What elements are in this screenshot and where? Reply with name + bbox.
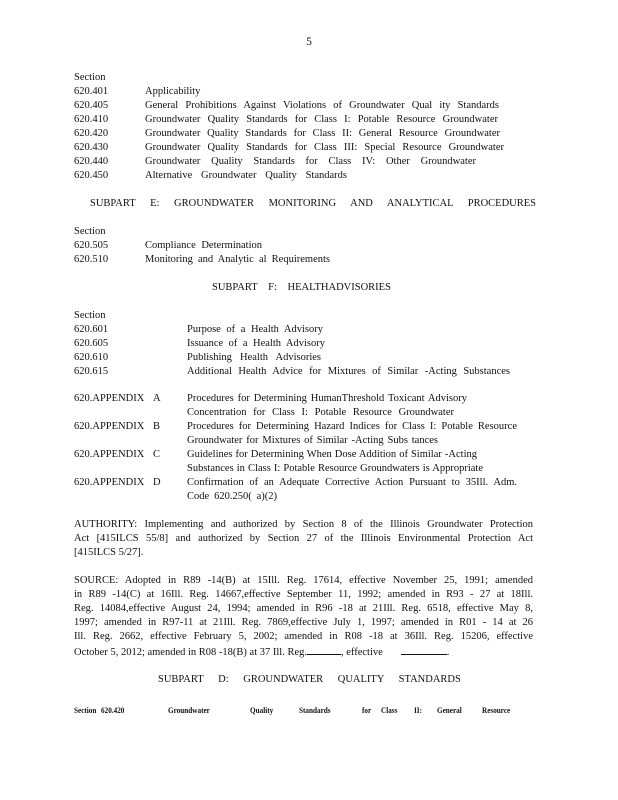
section-label: Section bbox=[74, 310, 106, 321]
source-line: in R89 -14(C) at 16Ill. Reg. 14667,effective September 11, 1992; amended in R93 - 27 at 18Ill. bbox=[74, 589, 533, 600]
caption-word: Quality bbox=[249, 706, 274, 715]
section-number: 620.405 bbox=[74, 100, 109, 111]
section-title: Alternative Groundwater Quality Standards bbox=[145, 170, 347, 181]
blank-reg-line bbox=[307, 644, 341, 655]
appendix-number: 620.APPENDIX bbox=[74, 477, 145, 488]
appendix-number: 620.APPENDIX bbox=[74, 449, 145, 460]
section-number: 620.615 bbox=[74, 366, 109, 377]
appendix-title-line: Procedures for Determining HumanThreshold Toxicant Advisory bbox=[187, 393, 467, 404]
section-number: 620.450 bbox=[74, 170, 109, 181]
appendix-title-line: Confirmation of an Adequate Corrective Action Pursuant to 35Ill. Adm. bbox=[187, 477, 517, 488]
section-number: 620.510 bbox=[74, 254, 109, 265]
section-number: 620.605 bbox=[74, 338, 109, 349]
section-label: Section bbox=[74, 226, 106, 237]
source-line: 1997; amended in R97-11 at 21Ill. Reg. 7869,effective July 1, 1997; amended in R01 - 14 at 26 bbox=[74, 617, 533, 628]
section-title: Issuance of a Health Advisory bbox=[187, 338, 325, 349]
section-row bbox=[74, 127, 544, 141]
source-line bbox=[74, 644, 533, 658]
authority-paragraph bbox=[74, 518, 533, 560]
section-row bbox=[74, 239, 544, 253]
section-title: Monitoring and Analytic al Requirements bbox=[145, 254, 330, 265]
appendix-number: 620.APPENDIX bbox=[74, 421, 145, 432]
appendix-title-line: Procedures for Determining Hazard Indices for Class I: Potable Resource bbox=[187, 421, 517, 432]
section-title: Applicability bbox=[145, 86, 201, 97]
section-number: 620.440 bbox=[74, 156, 109, 167]
section-row bbox=[74, 323, 544, 337]
section-title: Publishing Health Advisories bbox=[187, 352, 321, 363]
section-row bbox=[74, 169, 544, 183]
section-row bbox=[74, 155, 544, 169]
appendix-title-line: Guidelines for Determining When Dose Addition of Similar -Acting bbox=[187, 449, 477, 460]
appendix-title-line: Substances in Class I: Potable Resource Groundwaters is Appropriate bbox=[187, 463, 483, 474]
section-number: 620.505 bbox=[74, 240, 109, 251]
appendix-letter: C bbox=[153, 449, 161, 460]
source-text: . bbox=[446, 647, 450, 658]
section-title: Additional Health Advice for Mixtures of Similar -Acting Substances bbox=[187, 366, 510, 377]
section-row bbox=[74, 113, 544, 127]
section-number: 620.401 bbox=[74, 86, 109, 97]
section-label: Section bbox=[74, 72, 106, 83]
section-title: Compliance Determination bbox=[145, 240, 262, 251]
caption-number: 620.420 bbox=[101, 706, 125, 715]
section-title: Groundwater Quality Standards for Class IV: Other Groundwater bbox=[145, 156, 476, 167]
caption-word: Class bbox=[380, 706, 398, 715]
section-number: 620.410 bbox=[74, 114, 109, 125]
section-number: 620.610 bbox=[74, 352, 109, 363]
appendix-row bbox=[74, 420, 544, 434]
section-title: Groundwater Quality Standards for Class II: General Resource Groundwater bbox=[145, 128, 500, 139]
caption-word: Standards bbox=[299, 706, 331, 715]
section-title: Groundwater Quality Standards for Class I: Potable Resource Groundwater bbox=[145, 114, 498, 125]
source-line: Reg. 14084,effective August 24, 1994; amended in R96 -18 at 21Ill. Reg. 6518, effective May 8, bbox=[74, 603, 533, 614]
appendix-row-cont bbox=[74, 490, 544, 504]
section-row bbox=[74, 365, 544, 379]
section-row bbox=[74, 99, 544, 113]
section-title: General Prohibitions Against Violations of Groundwater Qual ity Standards bbox=[145, 100, 499, 111]
appendix-row bbox=[74, 448, 544, 462]
appendix-row-cont bbox=[74, 434, 544, 448]
appendix-letter: B bbox=[153, 421, 161, 432]
section-row bbox=[74, 141, 544, 155]
appendix-number: 620.APPENDIX bbox=[74, 393, 145, 404]
section-row bbox=[74, 337, 544, 351]
appendix-title-line: Code 620.250( a)(2) bbox=[187, 491, 277, 502]
document-page: 5 Section 620.401 Applicability 620.405 General Prohibitions Against Violations of Groundwater Qual ity Standards 620.410 Groundwater Quality Standards for Class I: Potable Resource Groundwater 620.420 Groundwater Quality Standards for Class II: General Resource Groundwater 620.430 Groundwater Quality Standards for Class III: Special Resource Groundwater 620.440 Groundwater Quality Standards for Class IV: Other Groundwater 620.450 Alternative Groundwater Quality Standards SUBPART E: GROUNDWATER MONITORING AND ANALYTICAL PROCEDURES Section 620.505 Compliance Determination 620.510 Monitoring and Analytic al Requirements SUBPART F: HEALTHADVISORIES Section 620.601 Purpose of a Health Advisory 620.605 Issuance of a Health Advisory 620.610 Publishing Health Advisories 620.615 Additional Health Advice for Mixtures of Similar -Acting Substances 620.APPENDIX A Procedures for Determining HumanThreshold Toxicant Advisory Concentration for Class I: Potable Resource Groundwater 620.APPENDIX B Procedures for Determining Hazard Indices for Class I: Potable Resource Groundwater for Mixtures of Similar -Acting Subs tances 620.APPENDIX C Guidelines for Determining When Dose Addition of Similar -Acting Substances in Class I: Potable Resource Groundwaters is Appropriate 620.APPENDIX D Confirmation of an Adequate Corrective Action Pursuant to 35Ill. Adm. Code 620.250( a)(2) AUTHORITY: Implementing and authorized by Section 8 of the Illinois Groundwater Protection Act [415ILCS 55/8] and authorized by Section 27 of the Illinois Environmental Protection Act [415ILCS 5/27]. SOURCE: Adopted in R89 -14(B) at 15Ill. Reg. 17614, effective November 25, 1991; amended in R89 -14(C) at 16Ill. Reg. 14667,effective September 11, 1992; amended in R93 - 27 at 18Ill. Reg. 14084,effective August 24, 1994; amended in R96 -18 at 21Ill. Reg. 6518, effective May 8, 1997; amended in R97-11 at 21Ill. Reg. 7869,effective July 1, 1997; amended in R01 - 14 at 26 Ill. Reg. 2662, effective February 5, 2002; amended in R08 -18 at 36Ill. Reg. 15206, effective October 5, 2012; amended in R08 -18(B) at 37 Ill. Reg. , effective . SUBPART D: GROUNDWATER QUALITY STANDARDS Section 620.420 Groundwater Quality Standards for Class II: General Resource bbox=[0, 0, 618, 800]
blank-effective-line bbox=[401, 644, 447, 655]
caption-word: for bbox=[362, 706, 372, 715]
appendix-letter: A bbox=[153, 393, 161, 404]
source-line: Ill. Reg. 2662, effective February 5, 2002; amended in R08 -18 at 36Ill. Reg. 15206, effective bbox=[74, 631, 533, 642]
section-row bbox=[74, 351, 544, 365]
source-text: , effective bbox=[341, 647, 383, 658]
authority-line: AUTHORITY: Implementing and authorized by Section 8 of the Illinois Groundwater Protection bbox=[74, 519, 533, 530]
caption-word: Groundwater bbox=[167, 706, 210, 715]
section-row bbox=[74, 253, 544, 267]
source-paragraph bbox=[74, 574, 533, 658]
caption-word: Resource bbox=[481, 706, 511, 715]
appendix-row-cont bbox=[74, 406, 544, 420]
appendix-title-line: Concentration for Class I: Potable Resource Groundwater bbox=[187, 407, 454, 418]
source-text: October 5, 2012; amended in R08 -18(B) at 37 Ill. Reg. bbox=[74, 647, 307, 658]
appendix-letter: D bbox=[153, 477, 161, 488]
appendix-title-line: Groundwater for Mixtures of Similar -Acting Subs tances bbox=[187, 435, 438, 446]
section-caption bbox=[74, 706, 511, 718]
section-title: Groundwater Quality Standards for Class III: Special Resource Groundwater bbox=[145, 142, 504, 153]
authority-line: Act [415ILCS 55/8] and authorized by Section 27 of the Illinois Environmental Protection Act bbox=[74, 533, 533, 544]
section-number: 620.430 bbox=[74, 142, 109, 153]
appendix-row bbox=[74, 476, 544, 490]
appendix-row bbox=[74, 392, 544, 406]
caption-word: II: bbox=[413, 706, 422, 715]
appendix-row-cont bbox=[74, 462, 544, 476]
section-number: 620.420 bbox=[74, 128, 109, 139]
authority-line: [415ILCS 5/27]. bbox=[74, 547, 144, 558]
caption-word: General bbox=[436, 706, 462, 715]
source-line: SOURCE: Adopted in R89 -14(B) at 15Ill. Reg. 17614, effective November 25, 1991; amended bbox=[74, 575, 533, 586]
section-number: 620.601 bbox=[74, 324, 109, 335]
page-number: 5 bbox=[306, 36, 312, 48]
section-row bbox=[74, 85, 544, 99]
section-title: Purpose of a Health Advisory bbox=[187, 324, 323, 335]
caption-label: Section bbox=[74, 706, 97, 715]
